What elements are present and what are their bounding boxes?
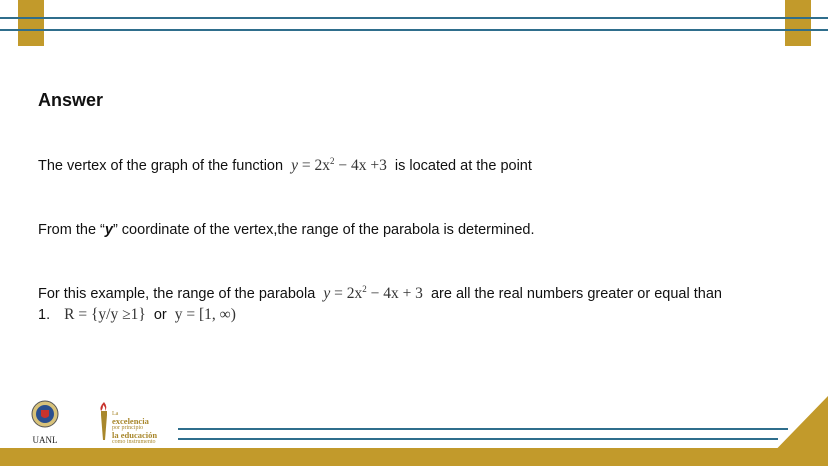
text: is located at the point — [394, 158, 532, 174]
range-paragraph: From the “y” coordinate of the vertex,the range of the parabola is determined. — [38, 222, 535, 238]
uanl-logo-text: UANL — [32, 435, 58, 445]
torch-icon — [98, 402, 110, 442]
page-title: Answer — [38, 90, 104, 110]
footer-divider-line-2 — [178, 438, 778, 440]
bottom-gold-bar — [0, 448, 828, 466]
text: The vertex of the graph of the function — [38, 158, 284, 174]
vertex-paragraph — [38, 155, 532, 177]
connector-text: or — [153, 307, 167, 323]
top-divider-line — [0, 17, 828, 19]
footer-divider-line — [178, 428, 788, 430]
uanl-logo — [28, 400, 62, 445]
parabola-equation: $y = 2x^2 - 4x + 3$ — [323, 283, 423, 302]
top-divider-line-2 — [0, 29, 828, 31]
text: For this example, the range of the parabola — [38, 286, 316, 302]
interval-notation: y = [1, ∞) — [174, 306, 236, 323]
motto-logo: La excelencia por principio la educación como instrumento — [112, 411, 158, 445]
range-result-line: 1. R = {y/y ≥1} or y = [1, ∞) — [38, 306, 236, 323]
range-set-notation: R = {y/y ≥1} — [64, 306, 146, 323]
example-paragraph — [38, 283, 722, 305]
top-left-gold-tab — [18, 0, 44, 46]
text: are all the real numbers greater or equal than — [430, 286, 722, 302]
uanl-shield-icon — [31, 400, 59, 428]
function-equation: $y = 2x^2 - 4x +3$ — [291, 155, 387, 174]
top-right-gold-tab — [785, 0, 811, 46]
